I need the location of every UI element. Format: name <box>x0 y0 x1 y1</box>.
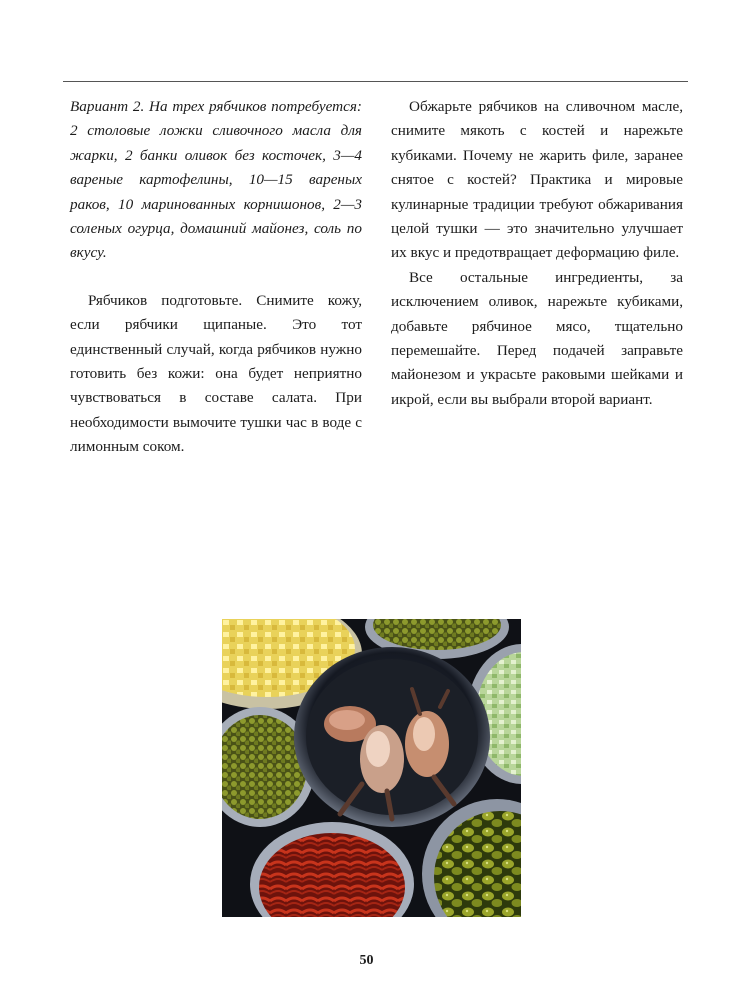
header-rule <box>63 81 688 82</box>
food-photo <box>222 619 521 917</box>
salad-ingredients-illustration <box>222 619 521 917</box>
preparation-paragraph: Рябчиков подготовьте. Снимите кожу, если рябчики щипаные. Это тот единственный случай, когда рябчиков нужно готовить без кожи: она будет неприятно чувствоваться в составе салата. При необходимости вымочите тушки час в воде с лимонным соком. <box>70 291 362 456</box>
ingredients-paragraph: Вариант 2. На трех рябчиков потребуется: 2 столовые ложки сливочного масла для жарки, 2 банки оливок без косточек, 3—4 вареные картофелины, 10—15 вареных раков, 10 маринованных корнишонов, 2—3 соленых огурца, домашний майонез, соль по вкусу. <box>70 98 362 262</box>
page-number: 50 <box>359 953 374 968</box>
right-column <box>391 95 683 412</box>
assembly-paragraph: Все остальные ингредиенты, за исключением оливок, нарежьте кубиками, добавьте рябчиное мясо, тщательно перемешайте. Перед подачей заправьте майонезом и украсьте раковыми шейками и икрой, если вы выбрали второй вариант. <box>391 268 683 408</box>
left-column <box>70 95 362 460</box>
frying-paragraph: Обжарьте рябчиков на сливочном масле, снимите мякоть с костей и нарежьте кубиками. Почему не жарить филе, заранее снятое с костей? Практика и мировые кулинарные традиции требуют обжаривания целой тушки — это значительно улучшает их вкус и предотвращает деформацию филе. <box>391 98 683 262</box>
